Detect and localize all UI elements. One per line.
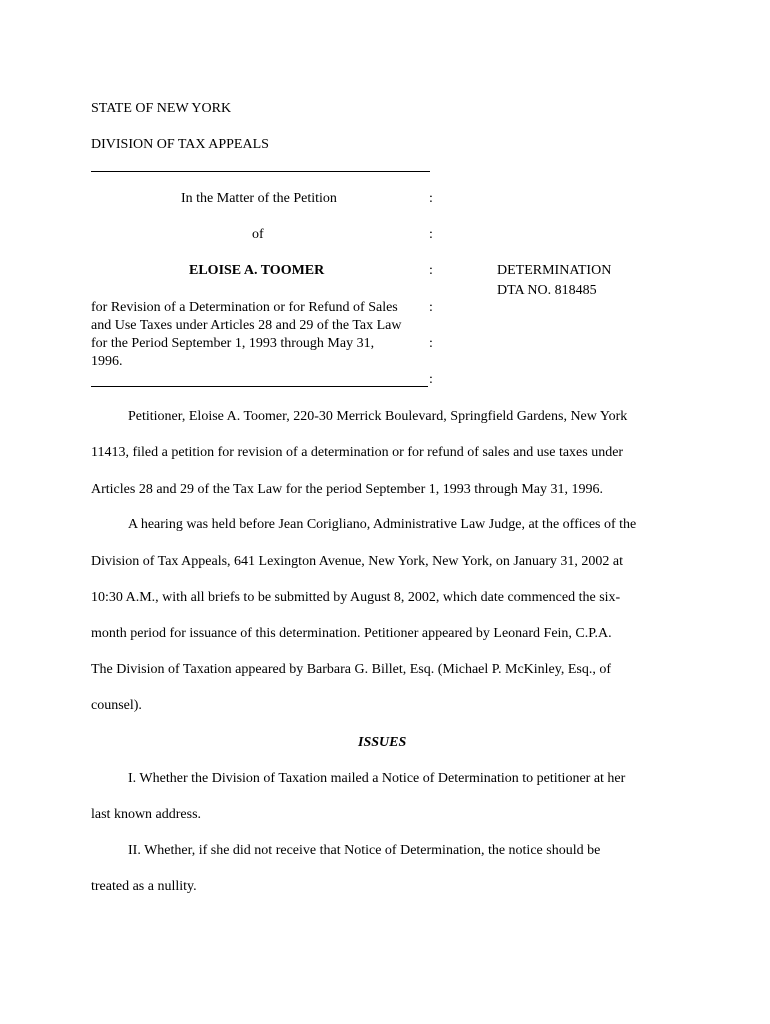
caption-purpose-line: for Revision of a Determination or for Refund of Sales (91, 300, 398, 315)
caption-colon: : (429, 336, 433, 351)
determination-label: DETERMINATION (497, 263, 612, 278)
caption-purpose-line: for the Period September 1, 1993 through May 31, (91, 336, 375, 351)
caption-purpose-line: 1996. (91, 354, 123, 369)
caption-of: of (252, 227, 264, 242)
body-line: The Division of Taxation appeared by Barbara G. Billet, Esq. (Michael P. McKinley, Esq., of (91, 662, 612, 677)
caption-bottom-rule (91, 386, 428, 387)
dta-number: DTA NO. 818485 (497, 283, 597, 298)
caption-top-rule (91, 171, 430, 172)
division-heading: DIVISION OF TAX APPEALS (91, 137, 269, 152)
issue-line: II. Whether, if she did not receive that Notice of Determination, the notice should be (128, 843, 601, 858)
caption-colon: : (429, 300, 433, 315)
petitioner-name: ELOISE A. TOOMER (189, 263, 325, 278)
issue-line: last known address. (91, 807, 202, 822)
caption-colon: : (429, 191, 433, 206)
caption-colon: : (429, 372, 433, 387)
caption-purpose-line: and Use Taxes under Articles 28 and 29 of the Tax Law (91, 318, 402, 333)
body-line: 11413, filed a petition for revision of a determination or for refund of sales and use taxes under (91, 445, 624, 460)
body-line: Division of Tax Appeals, 641 Lexington Avenue, New York, New York, on January 31, 2002 at (91, 554, 624, 569)
body-line: month period for issuance of this determination. Petitioner appeared by Leonard Fein, C.P.A. (91, 626, 612, 641)
state-heading: STATE OF NEW YORK (91, 101, 232, 116)
issues-heading: ISSUES (358, 735, 407, 750)
issue-line: treated as a nullity. (91, 879, 197, 894)
caption-colon: : (429, 227, 433, 242)
body-line: 10:30 A.M., with all briefs to be submitted by August 8, 2002, which date commenced the six- (91, 590, 621, 605)
caption-matter: In the Matter of the Petition (181, 191, 337, 206)
body-line: Articles 28 and 29 of the Tax Law for the period September 1, 1993 through May 31, 1996. (91, 482, 603, 497)
body-line: counsel). (91, 698, 142, 713)
issue-line: I. Whether the Division of Taxation mailed a Notice of Determination to petitioner at her (128, 771, 626, 786)
body-line: Petitioner, Eloise A. Toomer, 220-30 Merrick Boulevard, Springfield Gardens, New York (128, 409, 628, 424)
body-line: A hearing was held before Jean Corigliano, Administrative Law Judge, at the offices of the (128, 517, 637, 532)
caption-colon: : (429, 263, 433, 278)
